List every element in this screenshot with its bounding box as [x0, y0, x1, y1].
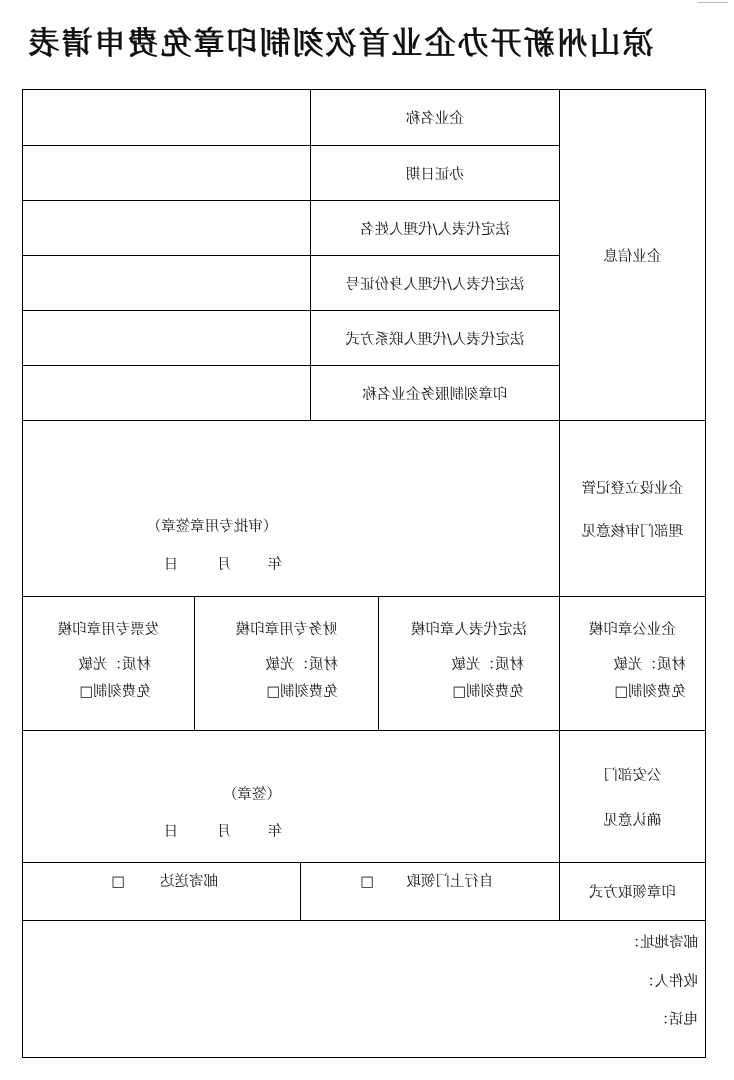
field-value-legal-rep-id[interactable] [22, 255, 311, 311]
registration-review-label [559, 420, 706, 597]
pickup-self-checkbox[interactable]: □ [360, 874, 374, 890]
mailing-recipient-label: 收件人： [640, 974, 698, 990]
field-label-legal-rep-id: 法定代表人/代理人身份证号 [310, 255, 560, 311]
seal-free-company: 免费刻制□ [614, 684, 686, 700]
pickup-option-self-label: 自行上门领取 [406, 874, 494, 890]
police-confirm-label [559, 730, 706, 863]
field-label-legal-rep-contact: 法定代表人/代理人联系方式 [310, 310, 560, 366]
seal-name-legal-rep: 法定代表人章印模 [411, 622, 527, 638]
pickup-option-mail-cell[interactable] [22, 862, 301, 921]
registration-review-label-line2: 理部门审核意见 [581, 523, 684, 540]
seal-name-company: 企业公章印模 [589, 622, 676, 638]
seal-name-invoice: 发票专用章印模 [57, 622, 160, 638]
registration-date-year: 年 [267, 557, 283, 573]
police-confirm-label-line1: 公安部门 [603, 767, 662, 784]
field-label-legal-rep-name: 法定代表人/代理人姓名 [310, 200, 560, 256]
registration-date-month: 月 [216, 557, 232, 573]
field-label-company-name: 企业名称 [310, 89, 560, 146]
police-date-day: 日 [163, 824, 179, 840]
field-value-legal-rep-name[interactable] [22, 200, 311, 256]
mailing-phone-label: 电话： [654, 1012, 698, 1028]
field-value-company-name[interactable] [22, 89, 311, 146]
enterprise-info-label: 企业信息 [559, 89, 706, 421]
form-title: 凉山州新开办企业首次刻制印章免费申请表 [26, 26, 654, 62]
field-label-license-date: 办证日期 [310, 145, 560, 201]
seal-free-finance: 免费刻制□ [266, 684, 338, 700]
mailing-address-label: 邮寄地址： [625, 935, 698, 951]
pickup-mail-checkbox[interactable]: □ [111, 874, 125, 890]
field-label-seal-service-company: 印章刻制服务企业名称 [310, 365, 560, 421]
pickup-label: 印章领取方式 [559, 862, 706, 921]
seal-material-finance: 材质：光敏 [265, 657, 338, 673]
field-value-legal-rep-contact[interactable] [22, 310, 311, 366]
police-confirm-label-line2: 确认意见 [603, 812, 662, 829]
police-stamp-note: （签章） [223, 787, 281, 803]
police-date-year: 年 [267, 824, 283, 840]
seal-material-invoice: 材质：光敏 [78, 657, 151, 673]
seal-free-legal-rep: 免费刻制□ [452, 684, 524, 700]
field-value-license-date[interactable] [22, 145, 311, 201]
seal-material-legal-rep: 材质：光敏 [451, 657, 524, 673]
seal-material-company: 材质：光敏 [613, 657, 686, 673]
registration-review-area[interactable] [22, 420, 560, 597]
field-value-seal-service-company[interactable] [22, 365, 311, 421]
police-date-month: 月 [216, 824, 232, 840]
registration-stamp-note: （审批专用章签章） [146, 519, 278, 535]
registration-review-label-line1: 企业设立登记管 [581, 480, 684, 497]
registration-date-day: 日 [163, 557, 179, 573]
pickup-option-self-cell[interactable] [300, 862, 560, 921]
seal-name-finance: 财务专用章印模 [235, 622, 338, 638]
pickup-option-mail-label: 邮寄送达 [160, 874, 218, 890]
seal-free-invoice: 免费刻制□ [79, 684, 151, 700]
